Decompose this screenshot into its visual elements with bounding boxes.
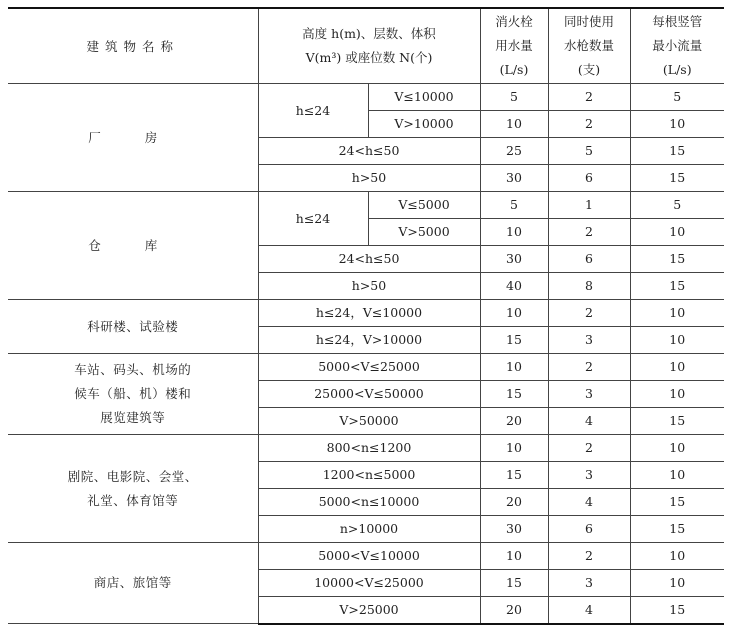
building-name: 仓 库 bbox=[8, 192, 258, 300]
water-use: 20 bbox=[480, 597, 548, 624]
water-use: 15 bbox=[480, 381, 548, 408]
min-flow: 5 bbox=[630, 84, 724, 111]
sub-condition: h≤24 bbox=[258, 192, 368, 246]
condition: h≤24，V>10000 bbox=[258, 327, 480, 354]
condition: V≤10000 bbox=[368, 84, 480, 111]
min-flow: 10 bbox=[630, 435, 724, 462]
min-flow: 15 bbox=[630, 597, 724, 624]
nozzle-count: 2 bbox=[548, 435, 630, 462]
condition: V>25000 bbox=[258, 597, 480, 624]
nozzle-count: 6 bbox=[548, 165, 630, 192]
nozzle-count: 2 bbox=[548, 543, 630, 570]
condition: 5000<V≤25000 bbox=[258, 354, 480, 381]
nozzle-count: 3 bbox=[548, 462, 630, 489]
building-name: 厂 房 bbox=[8, 84, 258, 192]
condition: h>50 bbox=[258, 165, 480, 192]
min-flow: 10 bbox=[630, 111, 724, 138]
nozzle-count: 2 bbox=[548, 219, 630, 246]
nozzle-count: 3 bbox=[548, 327, 630, 354]
nozzle-count: 1 bbox=[548, 192, 630, 219]
table-row bbox=[8, 354, 724, 381]
header-building-name: 建筑物名称 bbox=[8, 8, 258, 84]
nozzle-count: 5 bbox=[548, 138, 630, 165]
nozzle-count: 4 bbox=[548, 489, 630, 516]
water-use: 15 bbox=[480, 570, 548, 597]
nozzle-count: 3 bbox=[548, 381, 630, 408]
min-flow: 10 bbox=[630, 327, 724, 354]
water-use: 10 bbox=[480, 300, 548, 327]
nozzle-count: 4 bbox=[548, 597, 630, 624]
building-name: 剧院、电影院、会堂、 礼堂、体育馆等 bbox=[8, 435, 258, 543]
water-use: 5 bbox=[480, 84, 548, 111]
condition: 1200<n≤5000 bbox=[258, 462, 480, 489]
sub-condition: h≤24 bbox=[258, 84, 368, 138]
table-row bbox=[8, 84, 724, 111]
condition: 5000<n≤10000 bbox=[258, 489, 480, 516]
water-use: 30 bbox=[480, 246, 548, 273]
water-use: 30 bbox=[480, 516, 548, 543]
min-flow: 10 bbox=[630, 354, 724, 381]
condition: h≤24，V≤10000 bbox=[258, 300, 480, 327]
water-use: 30 bbox=[480, 165, 548, 192]
building-name: 商店、旅馆等 bbox=[8, 543, 258, 624]
header-water-use: 消火栓 用水量 (L/s) bbox=[480, 8, 548, 84]
condition: 10000<V≤25000 bbox=[258, 570, 480, 597]
nozzle-count: 2 bbox=[548, 84, 630, 111]
water-use: 25 bbox=[480, 138, 548, 165]
condition: V≤5000 bbox=[368, 192, 480, 219]
header-parameter: 高度 h(m)、层数、体积 V(m³) 或座位数 N(个) bbox=[258, 8, 480, 84]
condition: V>10000 bbox=[368, 111, 480, 138]
min-flow: 10 bbox=[630, 462, 724, 489]
min-flow: 15 bbox=[630, 489, 724, 516]
water-use: 10 bbox=[480, 543, 548, 570]
building-name: 车站、码头、机场的 候车（船、机）楼和 展览建筑等 bbox=[8, 354, 258, 435]
condition: n>10000 bbox=[258, 516, 480, 543]
min-flow: 15 bbox=[630, 246, 724, 273]
min-flow: 15 bbox=[630, 273, 724, 300]
nozzle-count: 4 bbox=[548, 408, 630, 435]
min-flow: 10 bbox=[630, 570, 724, 597]
table-row bbox=[8, 543, 724, 570]
header-nozzle-count: 同时使用 水枪数量 (支) bbox=[548, 8, 630, 84]
nozzle-count: 2 bbox=[548, 354, 630, 381]
min-flow: 15 bbox=[630, 165, 724, 192]
min-flow: 15 bbox=[630, 408, 724, 435]
water-use: 20 bbox=[480, 408, 548, 435]
fire-hydrant-table bbox=[8, 7, 724, 625]
nozzle-count: 2 bbox=[548, 111, 630, 138]
table-row bbox=[8, 300, 724, 327]
min-flow: 15 bbox=[630, 516, 724, 543]
water-use: 10 bbox=[480, 354, 548, 381]
water-use: 20 bbox=[480, 489, 548, 516]
building-name: 科研楼、试验楼 bbox=[8, 300, 258, 354]
condition: 25000<V≤50000 bbox=[258, 381, 480, 408]
min-flow: 5 bbox=[630, 192, 724, 219]
condition: 5000<V≤10000 bbox=[258, 543, 480, 570]
condition: V>50000 bbox=[258, 408, 480, 435]
nozzle-count: 3 bbox=[548, 570, 630, 597]
table-row bbox=[8, 435, 724, 462]
nozzle-count: 8 bbox=[548, 273, 630, 300]
water-use: 5 bbox=[480, 192, 548, 219]
condition: h>50 bbox=[258, 273, 480, 300]
water-use: 40 bbox=[480, 273, 548, 300]
header-min-flow: 每根竖管 最小流量 (L/s) bbox=[630, 8, 724, 84]
condition: V>5000 bbox=[368, 219, 480, 246]
water-use: 10 bbox=[480, 219, 548, 246]
condition: 24<h≤50 bbox=[258, 246, 480, 273]
water-use: 15 bbox=[480, 462, 548, 489]
header-row bbox=[8, 8, 724, 84]
min-flow: 10 bbox=[630, 300, 724, 327]
nozzle-count: 6 bbox=[548, 516, 630, 543]
table-row bbox=[8, 192, 724, 219]
condition: 24<h≤50 bbox=[258, 138, 480, 165]
min-flow: 15 bbox=[630, 138, 724, 165]
water-use: 15 bbox=[480, 327, 548, 354]
min-flow: 10 bbox=[630, 219, 724, 246]
min-flow: 10 bbox=[630, 543, 724, 570]
condition: 800<n≤1200 bbox=[258, 435, 480, 462]
nozzle-count: 6 bbox=[548, 246, 630, 273]
nozzle-count: 2 bbox=[548, 300, 630, 327]
water-use: 10 bbox=[480, 111, 548, 138]
min-flow: 10 bbox=[630, 381, 724, 408]
water-use: 10 bbox=[480, 435, 548, 462]
